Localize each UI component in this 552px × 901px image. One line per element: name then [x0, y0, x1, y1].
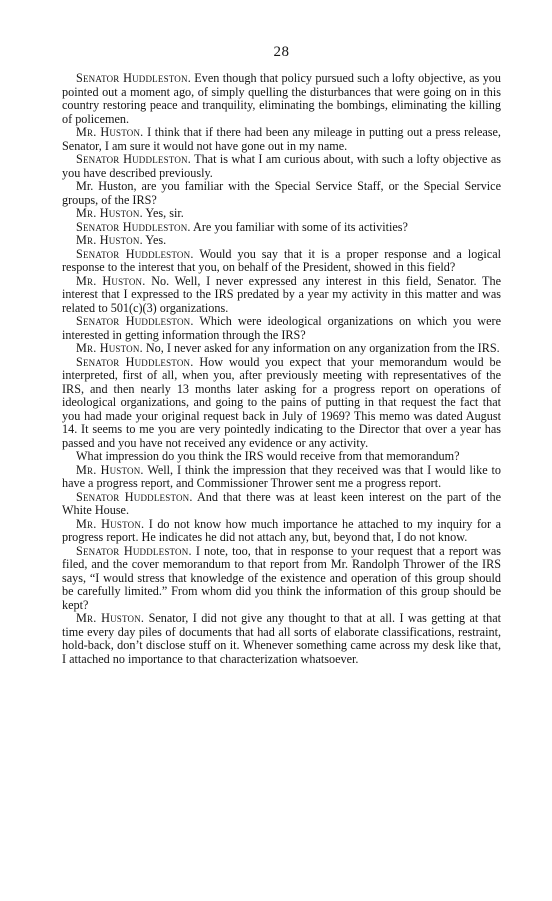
paragraph-text: And that there was at least keen interest on the part of the White House. [62, 489, 501, 517]
transcript-paragraph [62, 248, 501, 275]
speaker-name: Mr. Huston. [76, 125, 144, 139]
speaker-name: Senator Huddleston. [76, 246, 194, 261]
paragraph-text: That is what I am curious about, with such a lofty objective as you have described previously. [62, 152, 501, 180]
speaker-name: Mr. Huston. [76, 206, 143, 220]
speaker-name: Senator Huddleston. [76, 71, 191, 85]
transcript-paragraph [62, 234, 501, 248]
transcript-paragraph [62, 126, 501, 153]
paragraph-text: No. Well, I never expressed any interest in this field, Senator. The interest that I expressed to the IRS predated by a year my activity in this matter and was related to 501(c)(3) organizations. [62, 273, 502, 315]
paragraph-text: Would you say that it is a proper response and a logical response to the interest that you, on behalf of the President, showed in this field? [62, 246, 501, 274]
paragraph-text: Are you familiar with some of its activities? [190, 219, 408, 234]
transcript-paragraph [62, 342, 501, 356]
speaker-name: Mr. Huston. [76, 341, 143, 355]
transcript-paragraph [62, 356, 501, 451]
transcript-body [62, 72, 501, 666]
transcript-paragraph [62, 612, 501, 666]
speaker-name: Senator Huddleston. [76, 543, 192, 558]
transcript-paragraph [62, 315, 501, 342]
transcript-paragraph [62, 450, 501, 464]
page-number: 28 [273, 44, 290, 60]
transcript-paragraph [62, 153, 501, 180]
transcript-paragraph [62, 491, 501, 518]
transcript-paragraph [62, 518, 501, 545]
transcript-paragraph [62, 275, 501, 316]
paragraph-text: I think that if there had been any mileage in putting out a press release, Senator, I am sure it would not have gone out in my name. [62, 125, 501, 153]
paragraph-text: I note, too, that in response to your request that a report was filed, and the cover memorandum to that report from Mr. Randolph Thrower of the IRS says, “I would stress that knowledge of the existence and operation of this group should be carefully limited.” From whom did you think the information of this group should be kept? [62, 543, 501, 612]
paragraph-text: Senator, I did not give any thought to that at all. I was getting at that time every day piles of documents that had all sorts of elaborate classifications, restraint, hold-back, don’t disclose stuff on it. Whenever something came across my desk like that, I attached no importance to that characterization whatsoever. [62, 611, 501, 666]
transcript-paragraph [62, 545, 501, 613]
speaker-name: Senator Huddleston. [76, 219, 191, 234]
paragraph-text: No, I never asked for any information on any organization from the IRS. [142, 341, 500, 355]
speaker-name: Senator Huddleston. [76, 354, 194, 369]
paragraph-text: What impression do you think the IRS would receive from that memorandum? [76, 449, 460, 463]
transcript-paragraph [62, 221, 501, 235]
speaker-name: Senator Huddleston. [76, 152, 191, 166]
speaker-name: Mr. Huston. [76, 611, 145, 625]
transcript-paragraph [62, 180, 501, 207]
speaker-name: Senator Huddleston. [76, 489, 193, 504]
paragraph-text: Which were ideological organizations on which you were interested in getting information through the IRS? [62, 314, 501, 342]
transcript-paragraph [62, 464, 501, 491]
document-page [62, 0, 501, 901]
paragraph-text: Well, I think the impression that they received was that I would like to have a progress report, and Commissioner Thrower sent me a progress report. [62, 462, 501, 490]
paragraph-text: Yes, sir. [142, 206, 184, 220]
speaker-name: Mr. Huston. [76, 233, 143, 247]
paragraph-text: How would you expect that your memorandum would be interpreted, first of all, when you, after previously meeting with representatives of the IRS, and then nearly 13 months later asking for a progress report on operations of ideological organizations, and going to the pains of putting in that request the fact that you had made your original request back in July of 1969? This memo was dated August 14. It seems to me you are very pointedly indicating to the Director that over a year has passed and you have not received any evidence or any activity. [62, 354, 501, 450]
speaker-name: Senator Huddleston. [76, 314, 194, 328]
transcript-paragraph [62, 72, 501, 126]
paragraph-text: Mr. Huston, are you familiar with the Special Service Staff, or the Special Service groups, of the IRS? [62, 179, 501, 207]
paragraph-text: I do not know how much importance he attached to my inquiry for a progress report. He indicates he did not attach any, but, beyond that, I do not know. [62, 516, 501, 544]
speaker-name: Mr. Huston. [76, 462, 144, 477]
paragraph-text: Yes. [142, 233, 167, 247]
transcript-paragraph [62, 207, 501, 221]
speaker-name: Mr. Huston. [76, 273, 146, 288]
speaker-name: Mr. Huston. [76, 516, 145, 531]
paragraph-text: Even though that policy pursued such a lofty objective, as you pointed out a moment ago, of simply quelling the disturbances that were going on in this country restoring peace and tranquility, eliminating the bombings, eliminating the killing of policemen. [62, 71, 501, 126]
